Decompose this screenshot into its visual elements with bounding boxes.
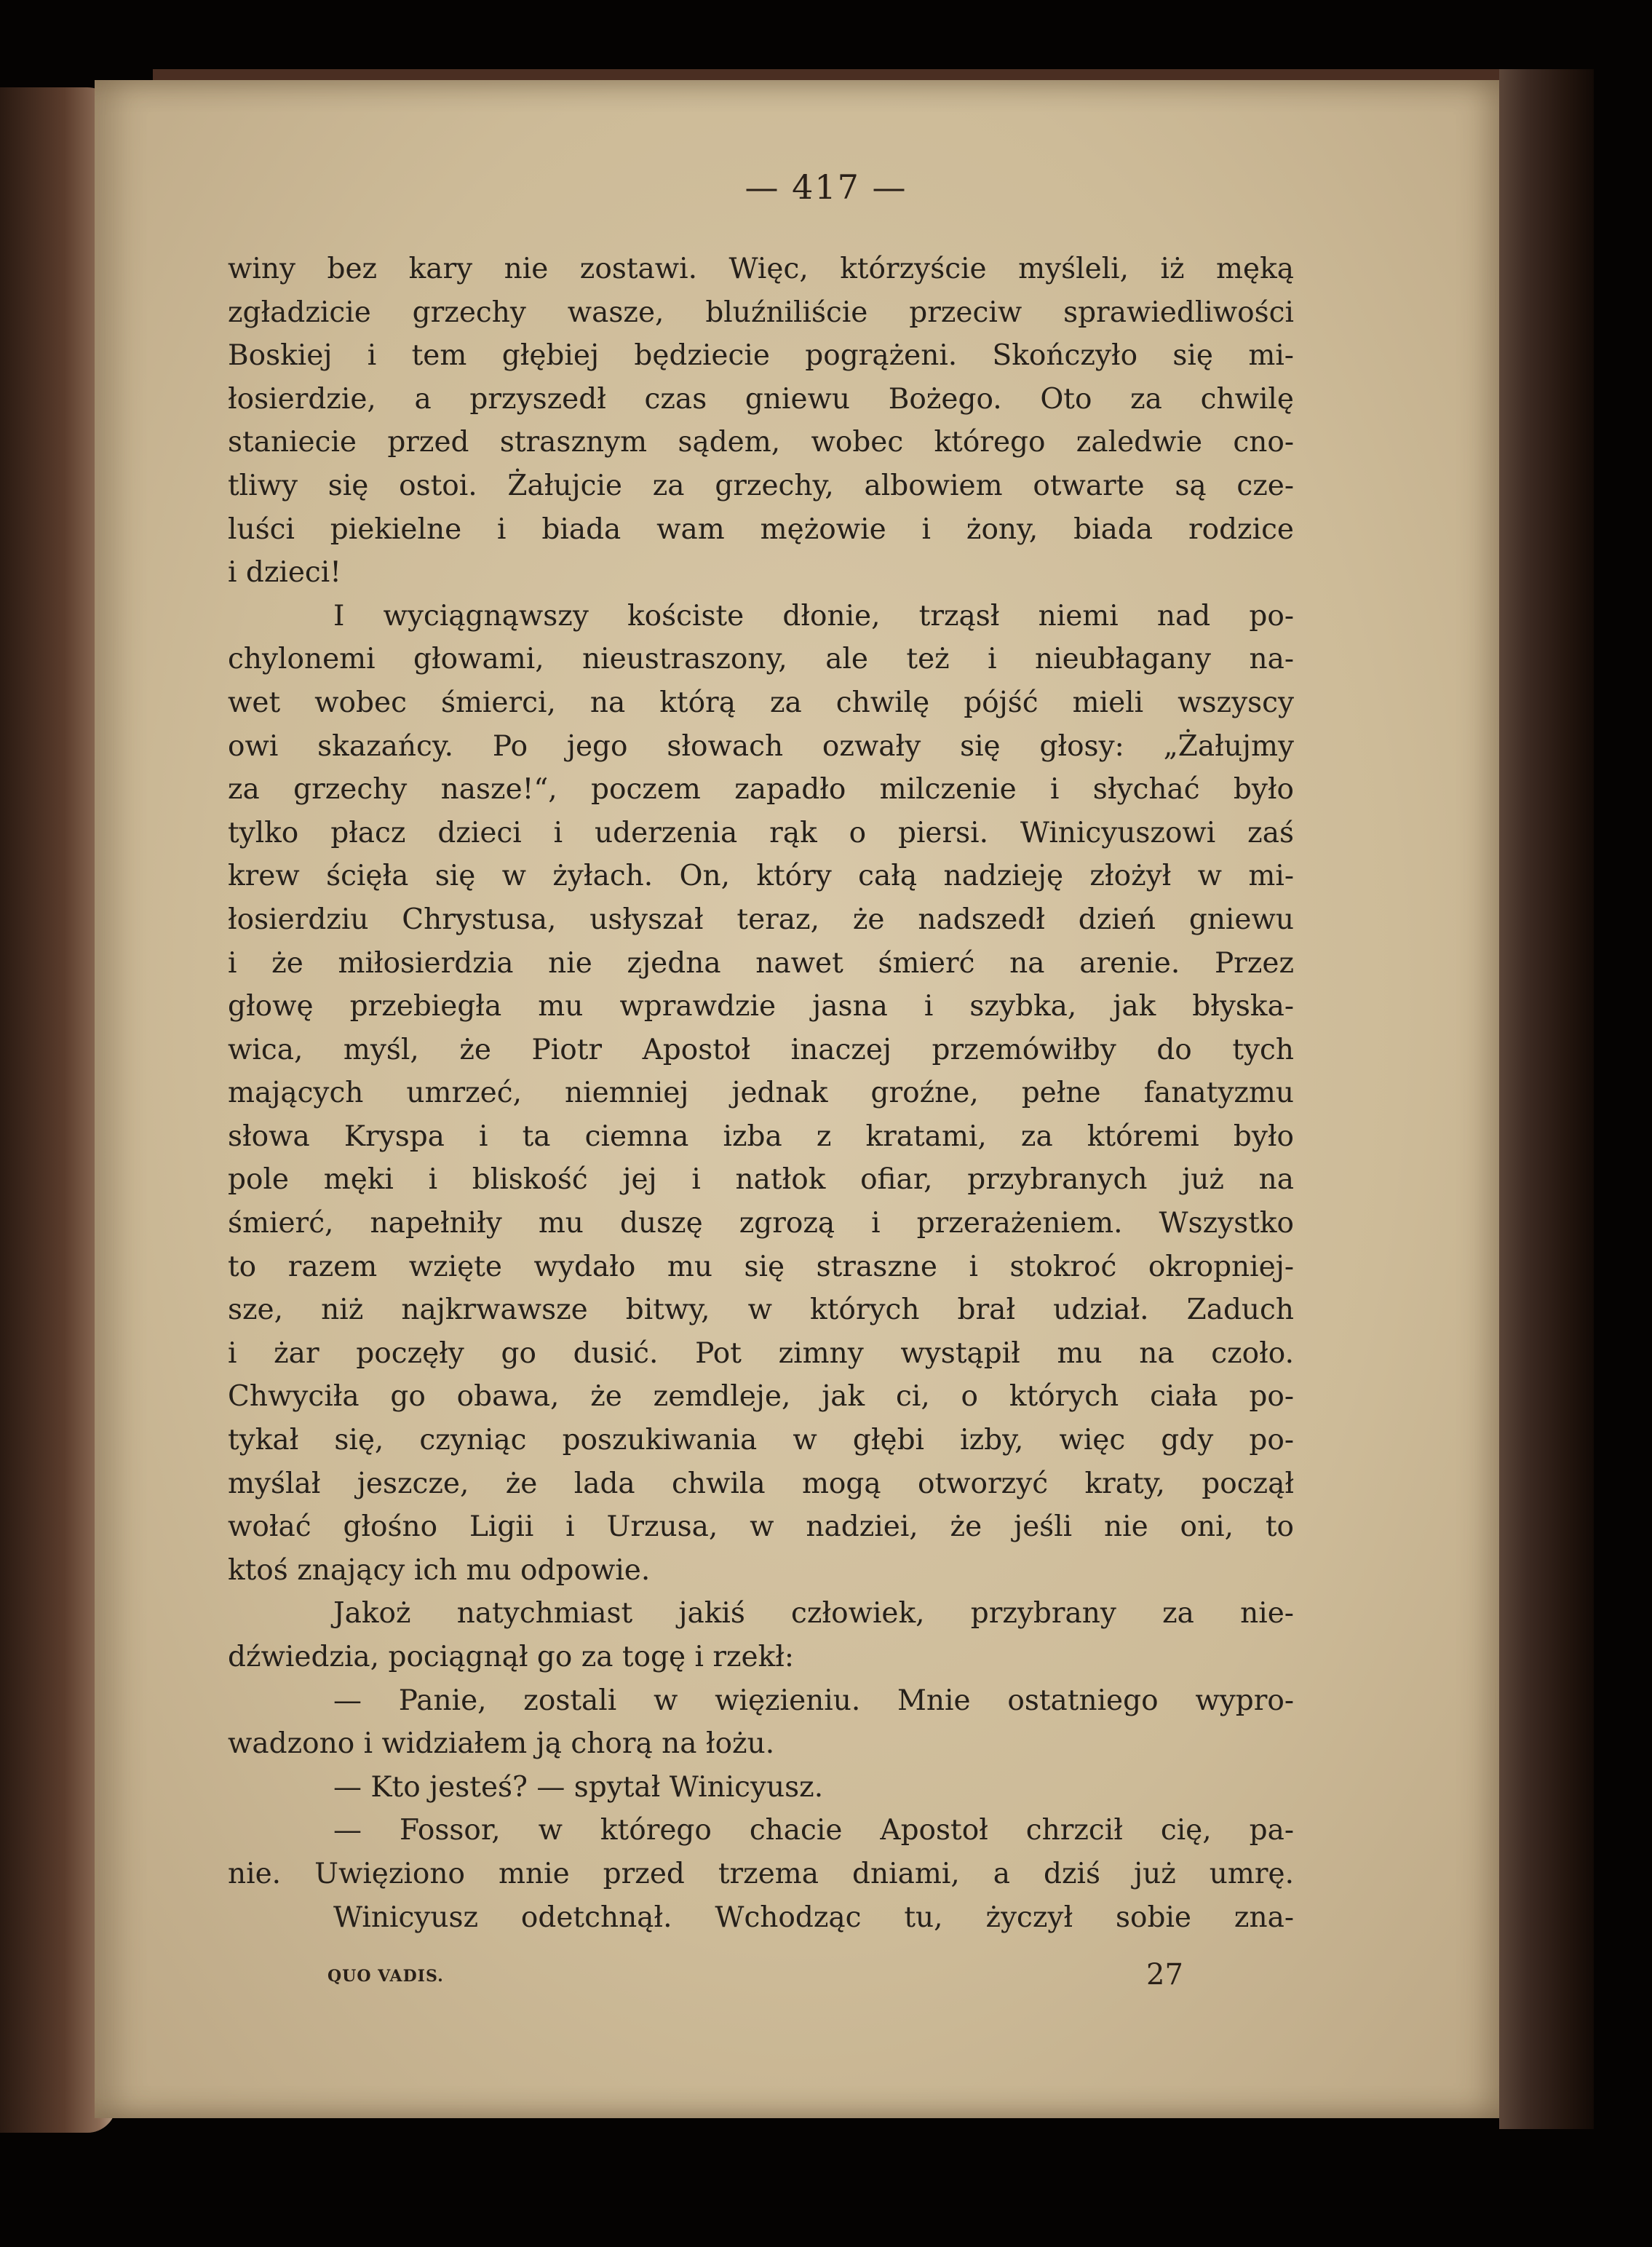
text-line: chylonemi głowami, nieustraszony, ale też i nieubłagany na- — [228, 643, 1294, 676]
text-line: wadzono i widziałem ją chorą na łożu. — [228, 1727, 775, 1761]
text-line: — Kto jesteś? — spytał Winicyusz. — [333, 1770, 824, 1804]
text-line: Boskiej i tem głębiej będziecie pogrążeni. Skończyło się mi- — [228, 339, 1294, 373]
text-line: wica, myśl, że Piotr Apostoł inaczej przemówiłby do tych — [228, 1033, 1294, 1066]
body-text — [228, 247, 1294, 1939]
text-line: mających umrzeć, niemniej jednak groźne, pełne fanatyzmu — [228, 1077, 1294, 1110]
text-line: — Fossor, w którego chacie Apostoł chrzcił cię, pa- — [333, 1814, 1294, 1847]
text-line: Winicyusz odetchnął. Wchodząc tu, życzył sobie zna- — [333, 1901, 1294, 1934]
text-line: słowa Kryspa i ta ciemna izba z kratami, za któremi było — [228, 1119, 1294, 1153]
text-line: to razem wzięte wydało mu się straszne i stokroć okropniej- — [228, 1250, 1294, 1283]
text-line: tliwy się ostoi. Żałujcie za grzechy, albowiem otwarte są cze- — [228, 469, 1294, 502]
text-line: luści piekielne i biada wam mężowie i żony, biada rodzice — [228, 512, 1294, 546]
text-line: łosierdziu Chrystusa, usłyszał teraz, że nadszedł dzień gniewu — [228, 903, 1294, 936]
text-line: i żar poczęły go dusić. Pot zimny wystąpił mu na czoło. — [228, 1336, 1294, 1370]
footer-signature: QUO VADIS. — [327, 1967, 444, 1986]
text-line: i że miłosierdzia nie zjedna nawet śmierć na arenie. Przez — [228, 946, 1294, 980]
text-line: za grzechy nasze!“, poczem zapadło milczenie i słychać było — [228, 773, 1294, 807]
text-line: sze, niż najkrwawsze bitwy, w których brał udział. Zaduch — [228, 1293, 1294, 1327]
text-line: głowę przebiegła mu wprawdzie jasna i szybka, jak błyska- — [228, 990, 1294, 1023]
text-line: staniecie przed strasznym sądem, wobec którego zaledwie cno- — [228, 426, 1294, 459]
text-line: tylko płacz dzieci i uderzenia rąk o piersi. Winicyuszowi zaś — [228, 816, 1294, 849]
text-line: Jakoż natychmiast jakiś człowiek, przybrany za nie- — [333, 1597, 1294, 1630]
text-line: winy bez kary nie zostawi. Więc, którzyście myśleli, iż męką — [228, 253, 1294, 285]
text-line: Chwyciła go obawa, że zemdleje, jak ci, o których ciała po- — [228, 1380, 1294, 1414]
text-line: dźwiedzia, pociągnął go za togę i rzekł: — [228, 1641, 795, 1673]
text-line: zgładzicie grzechy wasze, bluźniliście przeciw sprawiedliwości — [228, 296, 1294, 329]
text-line: krew ścięła się w żyłach. On, który całą nadzieję złożył w mi- — [228, 860, 1294, 893]
text-line: ktoś znający ich mu odpowie. — [228, 1553, 651, 1587]
text-line: myślał jeszcze, że lada chwila mogą otworzyć kraty, począł — [228, 1467, 1294, 1500]
text-line: nie. Uwięziono mnie przed trzema dniami, a dziś już umrę. — [228, 1857, 1294, 1890]
text-line: I wyciągnąwszy kościste dłonie, trząsł niemi nad po- — [333, 599, 1294, 633]
book-cover-right-edge — [1499, 69, 1594, 2129]
text-line: wet wobec śmierci, na którą za chwilę pójść mieli wszyscy — [228, 686, 1294, 719]
text-line: — Panie, zostali w więzieniu. Mnie ostatniego wypro- — [333, 1684, 1294, 1717]
text-line: tykał się, czyniąc poszukiwania w głębi izby, więc gdy po- — [228, 1424, 1294, 1457]
text-line: pole męki i bliskość jej i natłok ofiar, przybranych już na — [228, 1163, 1294, 1197]
text-line: łosierdzie, a przyszedł czas gniewu Bożego. Oto za chwilę — [228, 382, 1294, 416]
text-line: wołać głośno Ligii i Urzusa, w nadziei, że jeśli nie oni, to — [228, 1510, 1294, 1544]
footer-sheet-number: 27 — [1146, 1958, 1183, 1992]
text-line: owi skazańcy. Po jego słowach ozwały się głosy: „Żałujmy — [228, 729, 1294, 763]
text-line: śmierć, napełniły mu duszę zgrozą i przerażeniem. Wszystko — [228, 1207, 1294, 1240]
text-line: i dzieci! — [228, 556, 341, 590]
page-header-number: — 417 — — [744, 167, 908, 207]
